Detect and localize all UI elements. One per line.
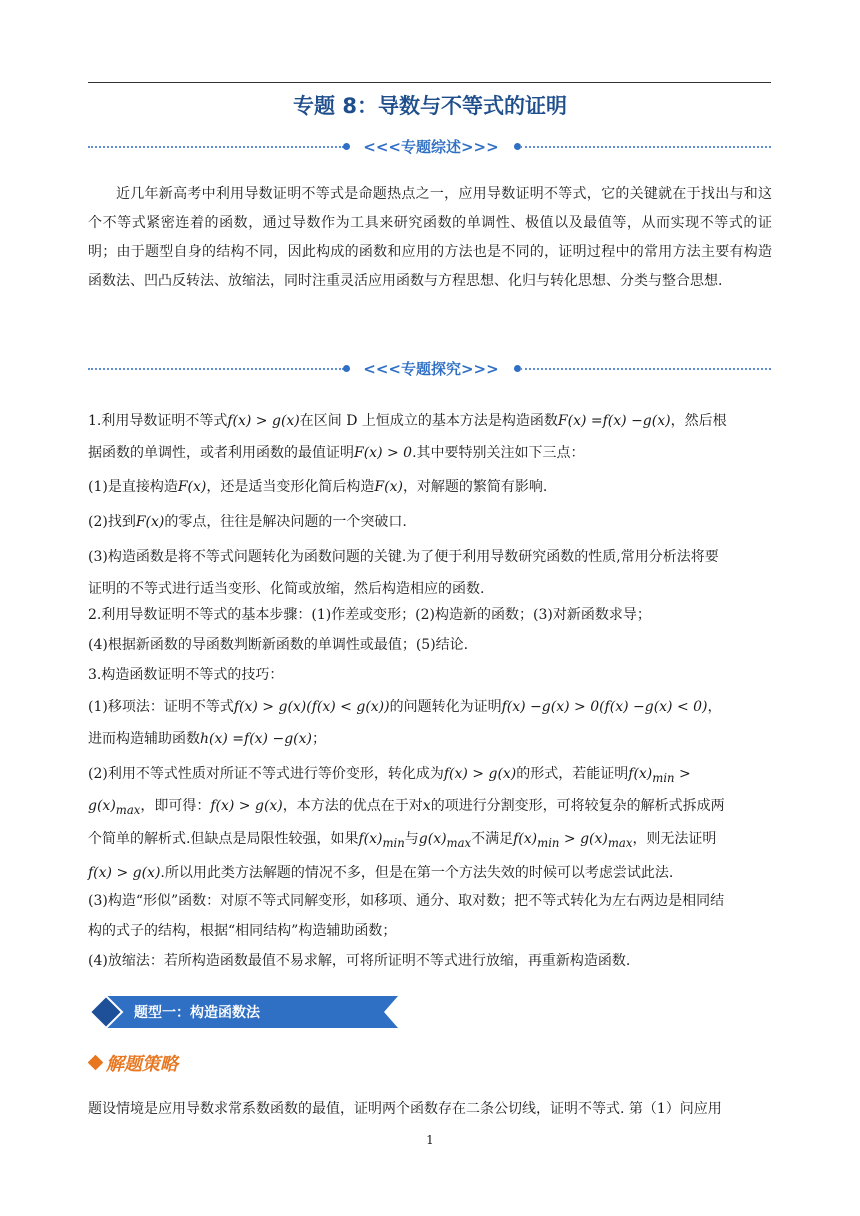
math-expr: g(x): [88, 798, 116, 814]
section-header-summary: [88, 136, 771, 158]
text-line: 进而构造辅助函数h(x) =f(x) −g(x)；: [88, 731, 326, 747]
text-line: 2.利用导数证明不等式的基本步骤：(1)作差或变形；(2)构造新的函数；(3)对新函数求导；: [88, 607, 651, 623]
section-banner-type-one: [88, 996, 398, 1028]
page-number: 1: [426, 1133, 434, 1147]
math-expr: f(x) > g(x): [443, 766, 517, 782]
section-header-explore: [88, 358, 771, 380]
text-line: 据函数的单调性，或者利用函数的最值证明F(x) > 0.其中要特别关注如下三点：: [88, 445, 585, 461]
header-rule: [88, 82, 771, 83]
text-line: (3)构造“形似”函数：对原不等式同解变形，如移项、通分、取对数；把不等式转化为左右两边是相同结: [88, 893, 725, 909]
math-expr: f(x) > g(x)(f(x) < g(x)): [233, 699, 390, 715]
dotted-rule-right: [520, 368, 771, 370]
text-line: 构的式子的结构，根据“相同结构”构造辅助函数；: [88, 923, 397, 939]
text-line-footer: 题设情境是应用导数求常系数函数的最值，证明两个函数存在二条公切线，证明不等式. 第（1）问应用: [88, 1101, 722, 1117]
math-expr: F(x): [374, 479, 403, 495]
diamond-bullet-icon: [88, 1055, 104, 1071]
bullet-dot-left: [343, 365, 350, 372]
text-line: f(x) > g(x).所以用此类方法解题的情况不多，但是在第一个方法失效的时候可以考虑尝试此法.: [88, 865, 674, 881]
text-line: (2)找到F(x)的零点，往往是解决问题的一个突破口.: [88, 514, 407, 530]
text-line: (1)移项法：证明不等式f(x) > g(x)(f(x) < g(x))的问题转化为证明f(x) −g(x) > 0(f(x) −g(x) < 0)，: [88, 699, 722, 715]
dotted-rule-left: [88, 368, 344, 370]
math-expr: f(x): [358, 831, 383, 847]
section-label-explore: <<<专题探究>>>: [363, 360, 499, 378]
text-line: 证明的不等式进行适当变形、化简或放缩，然后构造相应的函数.: [88, 581, 485, 597]
text-line: (2)利用不等式性质对所证不等式进行等价变形，转化成为f(x) > g(x)的形式，若能证明$f(x)_{min}$ >: [88, 766, 691, 785]
strategy-label: 解题策略: [106, 1054, 178, 1075]
text-line: $g(x)_{max}$，即可得：f(x) > g(x)，本方法的优点在于对x的项进行分割变形，可将较复杂的解析式拆成两: [88, 798, 725, 817]
text-line: (1)是直接构造F(x)，还是适当变形化简后构造F(x)，对解题的繁简有影响.: [88, 479, 548, 495]
math-expr: F(x) =f(x) −g(x): [557, 413, 671, 429]
dotted-rule-right: [520, 146, 771, 148]
math-expr: g(x): [418, 831, 447, 847]
bullet-dot-left: [343, 143, 350, 150]
math-expr: F(x): [135, 514, 165, 530]
math-expr: F(x) > 0: [354, 445, 413, 461]
math-expr: f(x): [513, 831, 538, 847]
text-line: 3.构造函数证明不等式的技巧：: [88, 667, 284, 683]
math-expr: h(x) =f(x) −g(x): [200, 731, 312, 747]
summary-paragraph: 近几年新高考中利用导数证明不等式是命题热点之一，应用导数证明不等式，它的关键就在于找出与和这个不等式紧密连着的函数，通过导数作为工具来研究函数的单调性、极值以及最值等，从而实现不等式的证明；由于题型自身的结构不同，因此构成的函数和应用的方法也是不同的，证明过程中的常用方法主要有构造函数法、凹凸反转法、放缩法，同时注重灵活应用函数与方程思想、化归与转化思想、分类与整合思想.: [88, 186, 772, 289]
math-expr: f(x) −g(x) > 0(f(x) −g(x) < 0): [501, 699, 708, 715]
text-line: 个简单的解析式.但缺点是局限性较强，如果$f(x)_{min}$与$g(x)_{max}$不满足$f(x)_{min} > g(x)_{max}$，则无法证明: [88, 831, 717, 850]
text-line: 1.利用导数证明不等式f(x) > g(x)在区间 D 上恒成立的基本方法是构造函数F(x) =f(x) −g(x)，然后根: [88, 413, 727, 429]
banner-label: 题型一：构造函数法: [134, 1005, 260, 1021]
text-line: (4)放缩法：若所构造函数最值不易求解，可将所证明不等式进行放缩，再重新构造函数.: [88, 953, 631, 969]
page-title: 专题 8：导数与不等式的证明: [293, 94, 567, 118]
dotted-rule-left: [88, 146, 344, 148]
math-expr: f(x): [628, 766, 653, 782]
section-label-summary: <<<专题综述>>>: [363, 138, 499, 156]
math-expr: f(x) > g(x): [210, 798, 283, 814]
text-line: (4)根据新函数的导函数判断新函数的单调性或最值；(5)结论.: [88, 637, 469, 653]
math-expr: f(x) > g(x): [88, 865, 161, 881]
math-expr: f(x) > g(x): [227, 413, 300, 429]
math-expr: F(x): [177, 479, 207, 495]
text-line: (3)构造函数是将不等式问题转化为函数问题的关键.为了便于利用导数研究函数的性质,常用分析法将要: [88, 549, 719, 565]
